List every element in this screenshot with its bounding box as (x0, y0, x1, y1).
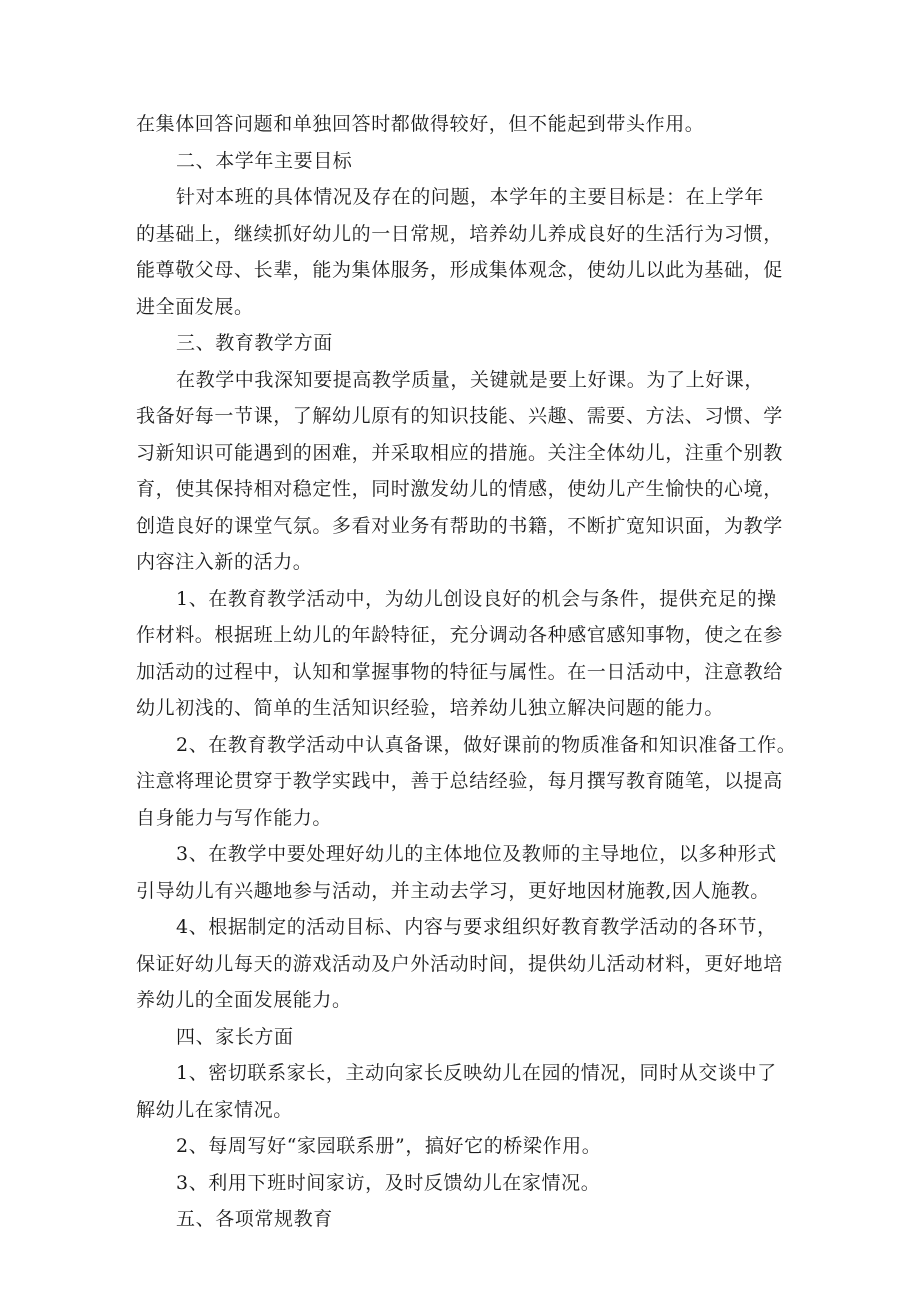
text-line: 2、在教育教学活动中认真备课，做好课前的物质准备和知识准备工作。 (176, 733, 797, 756)
text-line: 针对本班的具体情况及存在的问题，本学年的主要目标是：在上学年 (176, 186, 765, 208)
document-page (136, 106, 797, 1238)
text-line: 三、教育教学方面 (176, 332, 333, 354)
text-line: 解幼儿在家情况。 (136, 1098, 293, 1121)
text-line: 3、利用下班时间家访，及时反馈幼儿在家情况。 (176, 1171, 601, 1194)
text-line: 自身能力与写作能力。 (136, 806, 333, 829)
text-line: 1、密切联系家长，主动向家长反映幼儿在园的情况，同时从交谈中了 (176, 1062, 777, 1084)
text-line: 进全面发展。 (136, 295, 254, 318)
text-line: 2、每周写好“家园联系册”，搞好它的桥梁作用。 (176, 1135, 602, 1157)
text-line: 习新知识可能遇到的困难，并采取相应的措施。关注全体幼儿，注重个别教 (136, 441, 783, 464)
text-line: 养幼儿的全面发展能力。 (136, 989, 352, 1011)
text-line: 五、各项常规教育 (176, 1208, 333, 1230)
text-line: 的基础上，继续抓好幼儿的一日常规，培养幼儿养成良好的生活行为习惯， (136, 222, 783, 245)
text-line: 引导幼儿有兴趣地参与活动，并主动去学习，更好地因材施教,因人施教。 (136, 879, 770, 902)
text-line: 幼儿初浅的、简单的生活知识经验，培养幼儿独立解决问题的能力。 (136, 697, 725, 719)
text-line: 加活动的过程中，认知和掌握事物的特征与属性。在一日活动中，注意教给 (136, 660, 783, 683)
text-line: 3、在教学中要处理好幼儿的主体地位及教师的主导地位，以多种形式 (176, 843, 777, 865)
text-line: 能尊敬父母、长辈，能为集体服务，形成集体观念，使幼儿以此为基础，促 (136, 259, 783, 281)
text-line: 注意将理论贯穿于教学实践中，善于总结经验，每月撰写教育随笔，以提高 (136, 770, 783, 792)
text-line: 作材料。根据班上幼儿的年龄特征，充分调动各种感官感知事物，使之在参 (136, 624, 783, 646)
document-body (136, 106, 797, 1238)
text-line: 在教学中我深知要提高教学质量，关键就是要上好课。为了上好课， (176, 368, 765, 391)
text-line: 在集体回答问题和单独回答时都做得较好，但不能起到带头作用。 (136, 113, 705, 135)
text-line: 创造良好的课堂气氛。多看对业务有帮助的书籍，不断扩宽知识面，为教学 (136, 514, 783, 537)
text-line: 内容注入新的活力。 (136, 551, 313, 573)
text-line: 保证好幼儿每天的游戏活动及户外活动时间，提供幼儿活动材料，更好地培 (136, 952, 783, 975)
text-line: 我备好每一节课，了解幼儿原有的知识技能、兴趣、需要、方法、习惯、学 (136, 405, 783, 427)
text-line: 二、本学年主要目标 (176, 149, 353, 172)
text-line: 1、在教育教学活动中，为幼儿创设良好的机会与条件，提供充足的操 (176, 587, 777, 610)
text-line: 育，使其保持相对稳定性，同时激发幼儿的情感，使幼儿产生愉快的心境， (136, 478, 783, 500)
text-line: 4、根据制定的活动目标、内容与要求组织好教育教学活动的各环节， (176, 916, 777, 938)
text-line: 四、家长方面 (176, 1025, 294, 1048)
